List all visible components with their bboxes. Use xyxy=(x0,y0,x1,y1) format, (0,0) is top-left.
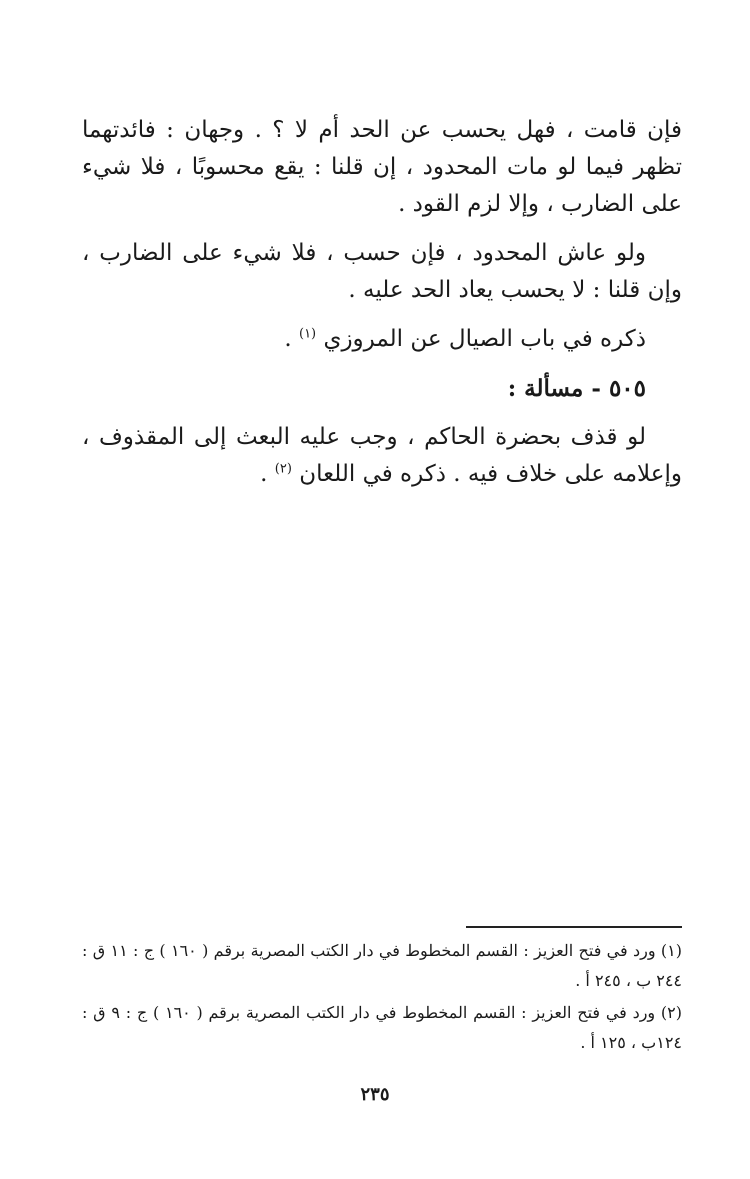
main-text xyxy=(82,112,682,505)
footnote-1: (١) ورد في فتح العزيز : القسم المخطوط في دار الكتب المصرية برقم ( ١٦٠ ) ج : ١١ ق : ٢٤٤ ب ، ٢٤٥ أ . xyxy=(82,941,682,990)
paragraph-4-end: . xyxy=(260,461,275,487)
footnote-divider xyxy=(466,926,682,928)
paragraph-3-end: . xyxy=(284,326,299,352)
issue-heading: ٥٠٥ - مسألة : xyxy=(507,375,646,402)
footnote-2: (٢) ورد في فتح العزيز : القسم المخطوط في دار الكتب المصرية برقم ( ١٦٠ ) ج : ٩ ق : ١٢٤ب ، ١٢٥ أ . xyxy=(82,1003,682,1052)
paragraph-2: ولو عاش المحدود ، فإن حسب ، فلا شيء على الضارب ، وإن قلنا : لا يحسب يعاد الحد عليه . xyxy=(82,240,682,303)
footnote-ref-2: (٢) xyxy=(274,461,292,477)
paragraph-3 xyxy=(82,321,682,358)
footnotes xyxy=(82,936,682,1060)
page-number: ٢٣٥ xyxy=(360,1084,390,1105)
paragraph-1: فإن قامت ، فهل يحسب عن الحد أم لا ؟ . وجهان : فائدتهما تظهر فيما لو مات المحدود ، إن قلنا : يقع محسوبًا ، فلا شيء على الضارب ، وإلا لزم القود . xyxy=(82,117,682,217)
footnote-ref-1: (١) xyxy=(298,326,317,342)
paragraph-3-text: ذكره في باب الصيال عن المروزي xyxy=(323,326,646,352)
paragraph-4 xyxy=(82,419,682,493)
paragraph-4-text: لو قذف بحضرة الحاكم ، وجب عليه البعث إلى المقذوف ، وإعلامه على خلاف فيه . ذكره في اللعان xyxy=(82,424,682,487)
